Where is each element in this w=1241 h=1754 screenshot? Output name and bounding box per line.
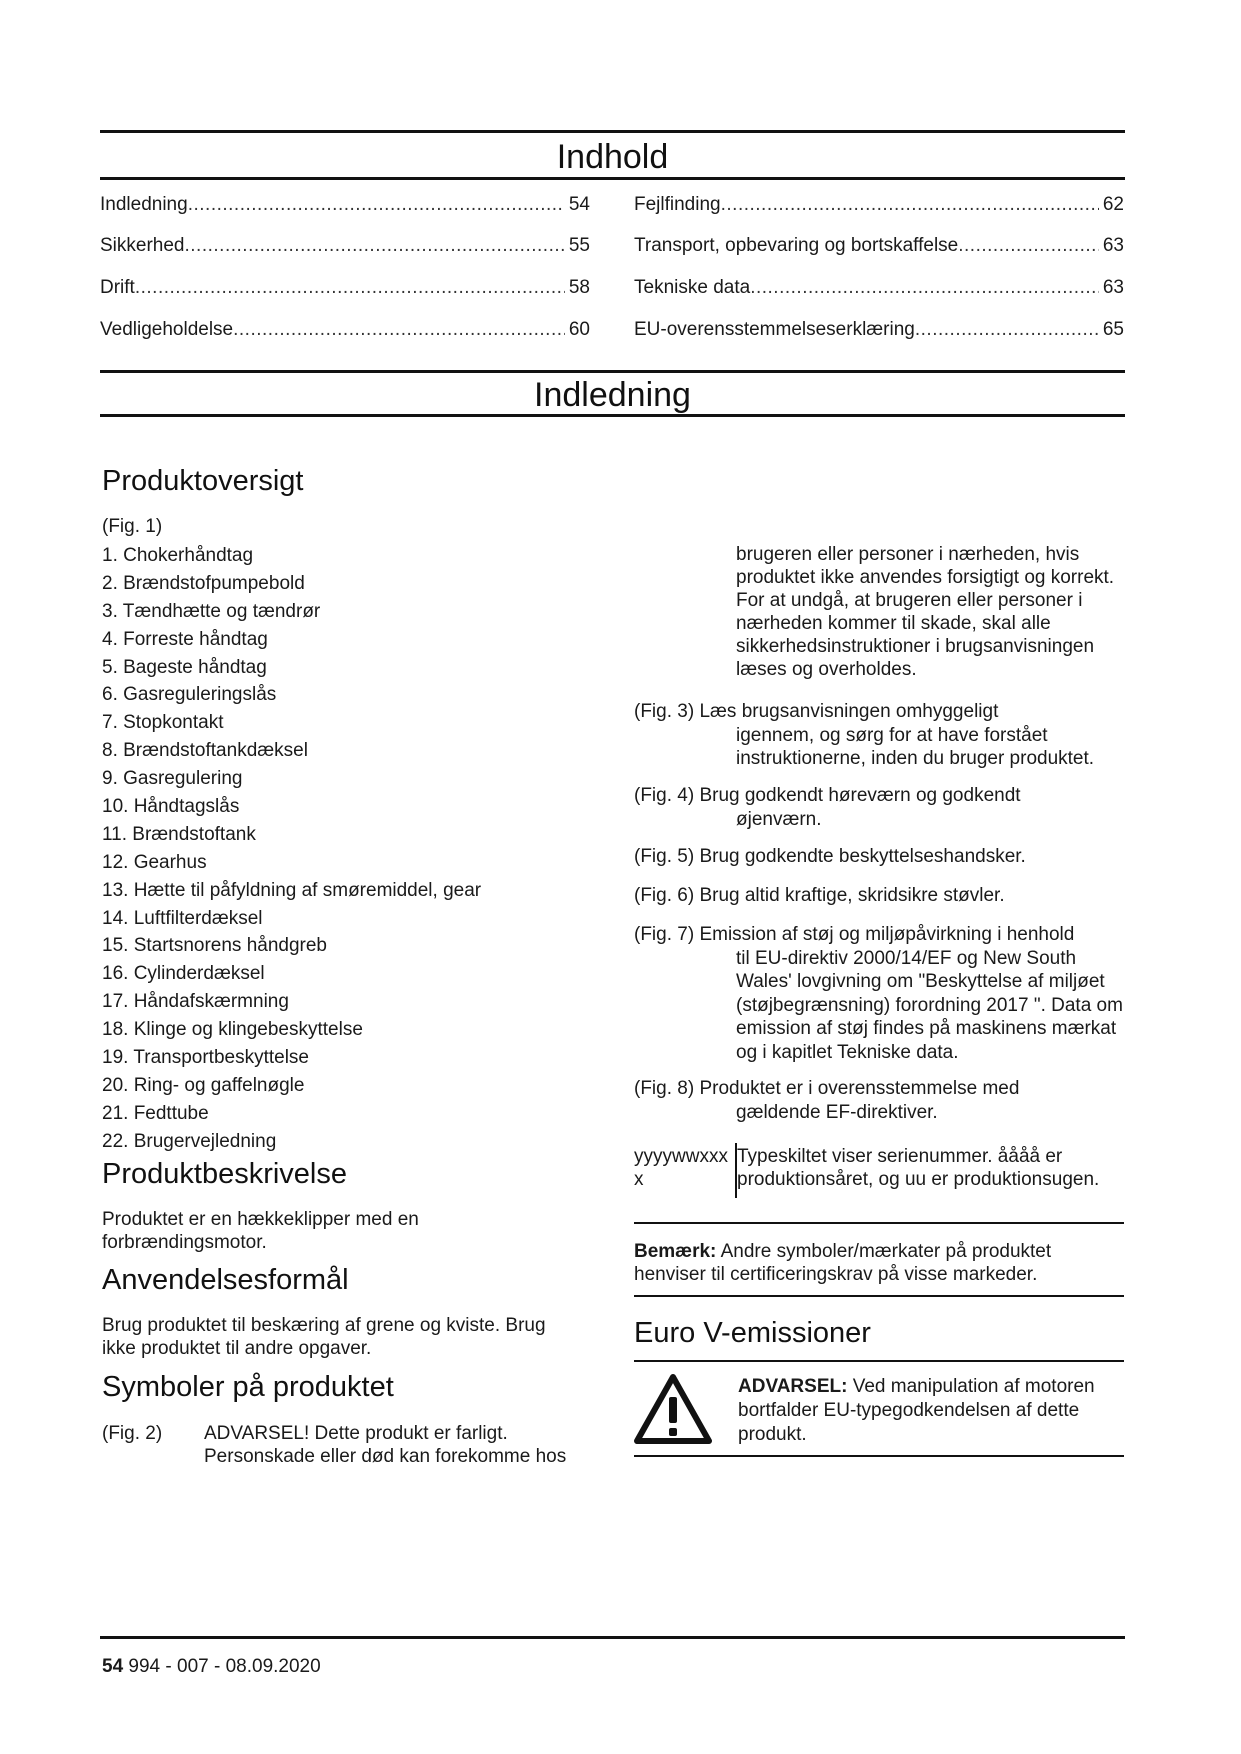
fig6-item: (Fig. 6) Brug altid kraftige, skridsikre støvler. — [634, 885, 1005, 906]
purpose-text: Brug produktet til beskæring af grene og kviste. Brug ikke produktet til andre opgaver. — [102, 1315, 546, 1359]
warning-text: Ved manipulation af motoren bortfalder EU-typegodkendelsen af dette produkt. — [738, 1376, 1095, 1445]
list-item: 5. Bageste håndtag — [102, 656, 267, 678]
list-item: 12. Gearhus — [102, 851, 207, 873]
list-item: 7. Stopkontakt — [102, 712, 224, 734]
toc-entry-drift[interactable]: Drift ..... 58 — [100, 276, 590, 300]
list-item: 8. Brændstoftankdæksel — [102, 740, 308, 762]
parts-list — [102, 544, 481, 1158]
list-item: 21. Fedttube — [102, 1102, 209, 1124]
intro-title-rule — [100, 414, 1125, 417]
fig7-item: (Fig. 7) Emission af støj og miljøpåvirkning i henhold til EU-direktiv 2000/14/EF og New South Wales' lovgivning om "Beskyttelse af miljøet (støjbegrænsning) forordning 2017 ". Data om emission af støj findes på maskinens mærkat og i kapitlet Tekniske data. — [634, 924, 1123, 1063]
fig2-text: ADVARSEL! Dette produkt er farligt. Personskade eller død kan forekomme hos — [204, 1423, 567, 1467]
footer-rule — [100, 1636, 1125, 1639]
fig1-label: (Fig. 1) — [102, 516, 163, 537]
toc-entry-sikkerhed[interactable]: Sikkerhed ..... 55 — [100, 234, 590, 258]
list-item: 11. Brændstoftank — [102, 823, 256, 845]
intro-top-rule — [100, 370, 1125, 373]
toc-top-rule — [100, 130, 1125, 133]
list-item: 19. Transportbeskyttelse — [102, 1047, 309, 1069]
purpose-heading: Anvendelsesformål — [102, 1264, 349, 1296]
symbols-heading: Symboler på produktet — [102, 1371, 394, 1403]
list-item: 4. Forreste håndtag — [102, 628, 268, 650]
warning-label: ADVARSEL: — [738, 1376, 848, 1397]
warning-triangle-icon — [634, 1373, 712, 1445]
note-bottom-rule — [634, 1295, 1124, 1297]
list-item: 10. Håndtagslås — [102, 796, 240, 818]
doc-id: 994 - 007 - 08.09.2020 — [128, 1656, 321, 1677]
fig4-item: (Fig. 4) Brug godkendt høreværn og godkendt øjenværn. — [634, 785, 1021, 830]
list-item: 1. Chokerhåndtag — [102, 545, 254, 566]
list-item: 16. Cylinderdæksel — [102, 963, 265, 985]
toc-entry-tekniske-data[interactable]: Tekniske data ..... 63 — [634, 276, 1124, 300]
toc-entry-vedligeholdelse[interactable]: Vedligeholdelse ..... 60 — [100, 318, 590, 342]
footer — [102, 1655, 321, 1679]
list-item: 17. Håndafskærmning — [102, 991, 289, 1013]
euro-heading: Euro V-emissioner — [634, 1317, 871, 1349]
fig2-label: (Fig. 2) — [102, 1423, 163, 1444]
toc-entry-fejlfinding[interactable]: Fejlfinding ..... 62 — [634, 193, 1124, 217]
list-item: 3. Tændhætte og tændrør — [102, 600, 321, 622]
fig3-item: (Fig. 3) Læs brugsanvisningen omhyggeligt igennem, og sørg for at have forstået instruktionerne, inden du bruger produktet. — [634, 701, 1095, 769]
serial-text: Typeskiltet viser serienummer. åååå er produktionsåret, og uu er produktionsugen. — [737, 1146, 1100, 1190]
description-text: Produktet er en hækkeklipper med en forbrændingsmotor. — [102, 1209, 419, 1253]
toc-entry-indledning[interactable]: Indledning ..... 54 — [100, 193, 590, 217]
euro-warning-top-rule — [634, 1360, 1124, 1362]
list-item: 9. Gasregulering — [102, 768, 243, 790]
fig2-continuation: brugeren eller personer i nærheden, hvis produktet ikke anvendes forsigtigt og korrekt. For at undgå, at brugeren eller personer i nærheden kommer til skade, skal alle sikkerhedsinstruktioner i brugsanvisningen læses og overholdes. — [736, 544, 1115, 680]
list-item: 20. Ring- og gaffelnøgle — [102, 1074, 305, 1096]
toc-entry-eu-erklaering[interactable]: EU-overensstemmelseserklæring ..... 65 — [634, 318, 1124, 342]
page-number: 54 — [102, 1656, 124, 1677]
list-item: 18. Klinge og klingebeskyttelse — [102, 1019, 363, 1041]
intro-title: Indledning — [534, 376, 691, 414]
serial-code: yyyywwxxx x — [634, 1146, 728, 1190]
note-box — [634, 1240, 1124, 1286]
toc-entry-transport[interactable]: Transport, opbevaring og bortskaffelse ..... 63 — [634, 234, 1124, 258]
overview-heading: Produktoversigt — [102, 465, 304, 497]
toc-title-rule — [100, 177, 1125, 180]
list-item: 13. Hætte til påfyldning af smøremiddel, gear — [102, 879, 482, 901]
list-item: 15. Startsnorens håndgreb — [102, 935, 327, 957]
note-text: Andre symboler/mærkater på produktet henviser til certificeringskrav på visse markeder. — [634, 1241, 1052, 1285]
note-top-rule — [634, 1222, 1124, 1224]
euro-warning — [738, 1375, 1118, 1447]
list-item: 22. Brugervejledning — [102, 1130, 277, 1152]
list-item: 6. Gasreguleringslås — [102, 684, 277, 706]
euro-warning-bottom-rule — [634, 1455, 1124, 1457]
note-label: Bemærk: — [634, 1241, 717, 1262]
fig5-item: (Fig. 5) Brug godkendte beskyttelseshandsker. — [634, 846, 1026, 867]
list-item: 2. Brændstofpumpebold — [102, 572, 305, 594]
description-heading: Produktbeskrivelse — [102, 1158, 347, 1190]
list-item: 14. Luftfilterdæksel — [102, 907, 263, 929]
toc-title: Indhold — [556, 138, 669, 176]
fig8-item: (Fig. 8) Produktet er i overensstemmelse med gældende EF-direktiver. — [634, 1078, 1020, 1123]
